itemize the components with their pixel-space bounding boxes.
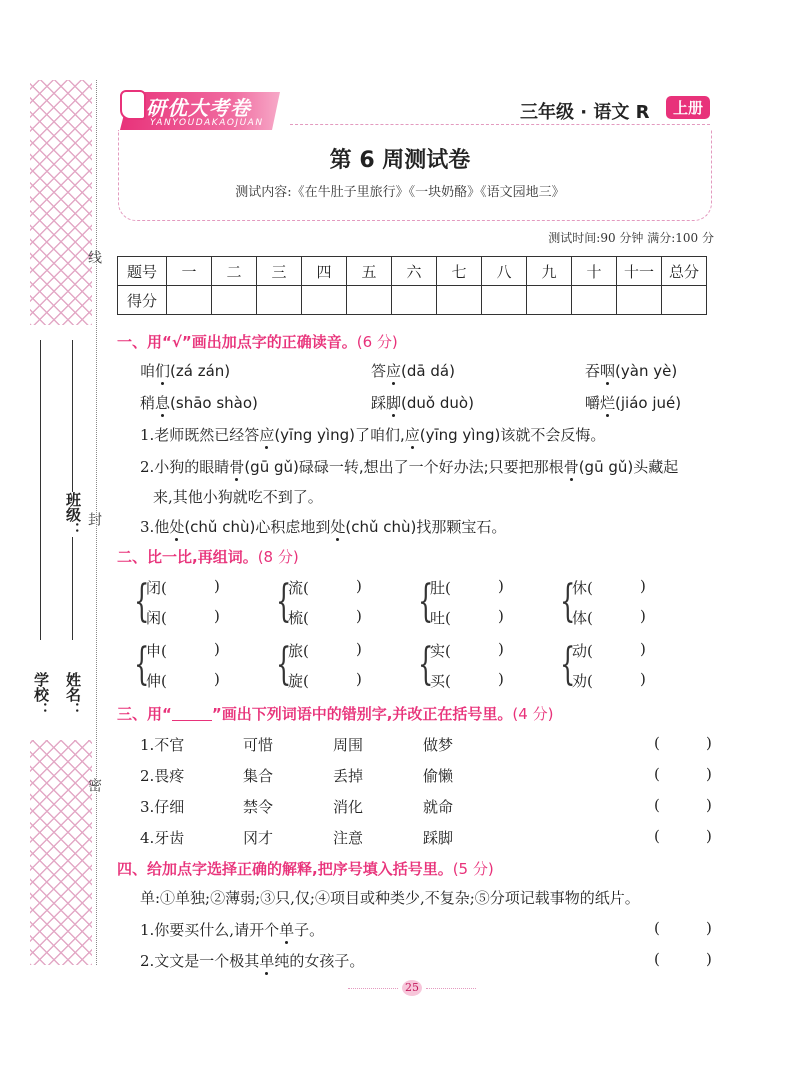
compare-close: ): [356, 640, 362, 658]
typo-word[interactable]: 丢掉: [333, 767, 364, 785]
pinyin-item-1: [140, 360, 230, 381]
sentence-text: (chǔ chù)心积虑地到: [184, 518, 331, 536]
school-underline: [40, 340, 41, 640]
section-4-title: [117, 858, 494, 879]
compare-char: 旋(: [288, 672, 309, 690]
compare-close: ): [640, 607, 646, 625]
score-cell[interactable]: [662, 286, 707, 315]
dotted-char: 息: [155, 394, 171, 412]
score-col: 六: [392, 257, 437, 286]
score-cell[interactable]: [482, 286, 527, 315]
name-label: 姓名：: [64, 672, 82, 717]
score-row-label: 得分: [118, 286, 167, 315]
question-1: [140, 919, 324, 940]
compare-char: 体(: [572, 609, 593, 627]
answer-paren-open: (: [654, 734, 660, 752]
sentence-text: 3.他: [140, 518, 170, 536]
score-cell[interactable]: [167, 286, 212, 315]
score-col: 三: [257, 257, 302, 286]
score-cell[interactable]: [617, 286, 662, 315]
typo-word[interactable]: 偷懒: [423, 767, 454, 785]
underline-blank: [172, 720, 212, 721]
answer-paren-open: (: [654, 950, 660, 968]
section-2-points: (8 分): [257, 548, 299, 566]
pinyin-options: (dā dá): [401, 362, 455, 380]
answer-paren-open: (: [654, 919, 660, 937]
grade-subject: 三年级 · 语文 R: [520, 102, 650, 123]
pinyin-item-6: [585, 392, 681, 413]
pinyin-item-5: [371, 392, 474, 413]
answer-paren-close: ): [706, 734, 712, 752]
dotted-char: 咽: [600, 362, 616, 380]
answer-paren-open: (: [654, 827, 660, 845]
score-col: 二: [212, 257, 257, 286]
score-table-score-row: [118, 286, 707, 315]
answer-paren-close: ): [706, 919, 712, 937]
section-3-title: [117, 703, 553, 724]
sentence-text: 1.老师既然已经答: [140, 426, 260, 444]
pinyin-options: (jiáo jué): [615, 394, 682, 412]
compare-close: ): [356, 577, 362, 595]
question-text: 子。: [294, 921, 325, 939]
brace-icon: {: [276, 576, 292, 627]
compare-close: ): [498, 577, 504, 595]
question-text: 纯的女孩子。: [274, 952, 365, 970]
score-col: 四: [302, 257, 347, 286]
pinyin-options: (shāo shào): [170, 394, 258, 412]
answer-paren-close: ): [706, 950, 712, 968]
binding-pattern-top: [30, 80, 92, 325]
score-col: 九: [527, 257, 572, 286]
sentence-2: [140, 456, 678, 477]
score-cell[interactable]: [527, 286, 572, 315]
answer-paren-open: (: [654, 765, 660, 783]
score-cell[interactable]: [437, 286, 482, 315]
question-text: 2.文文是一个极其: [140, 952, 260, 970]
section-1-title: [117, 331, 398, 352]
question-text: 1.你要买什么,请开个: [140, 921, 280, 939]
pinyin-item-2: [371, 360, 455, 381]
brace-icon: {: [134, 576, 150, 627]
compare-close: ): [356, 607, 362, 625]
dotted-char: 单: [259, 952, 275, 970]
typo-word[interactable]: 踩脚: [423, 829, 454, 847]
question-2: [140, 950, 364, 971]
typo-word[interactable]: 消化: [333, 798, 364, 816]
score-table: [117, 256, 707, 315]
logo-subtitle: YANYOUDAKAOJUAN: [150, 118, 264, 128]
word-char: 咱: [140, 362, 156, 380]
score-cell[interactable]: [572, 286, 617, 315]
score-col: 总分: [662, 257, 707, 286]
sentence-text: (chǔ chù)找那颗宝石。: [345, 518, 507, 536]
typo-word[interactable]: 就命: [423, 798, 454, 816]
paper-title: 第 6 周测试卷: [329, 148, 471, 173]
score-col: 十一: [617, 257, 662, 286]
dotted-char: 应: [404, 426, 420, 444]
compare-close: ): [498, 670, 504, 688]
compare-close: ): [356, 670, 362, 688]
logo-title: 研优大考卷: [146, 96, 251, 120]
answer-paren-close: ): [706, 796, 712, 814]
brace-icon: {: [418, 576, 434, 627]
binding-secret-label: 密: [86, 778, 102, 792]
term-badge: 上册: [666, 96, 710, 119]
answer-paren-close: ): [706, 765, 712, 783]
dotted-char: 应: [386, 362, 402, 380]
compare-char: 闲(: [146, 609, 167, 627]
typo-word[interactable]: 冈才: [243, 829, 274, 847]
pinyin-item-4: [140, 392, 258, 413]
section-2-title-text: 二、比一比,再组词。: [117, 548, 258, 566]
time-and-score: 测试时间:90 分钟 满分:100 分: [548, 231, 714, 245]
compare-char: 流(: [288, 579, 309, 597]
dotted-char: 们: [155, 362, 171, 380]
fist-icon: [120, 90, 146, 120]
typo-word[interactable]: 可惜: [243, 736, 274, 754]
compare-char: 闭(: [146, 579, 167, 597]
brace-icon: {: [560, 576, 576, 627]
footer-rule-right: [426, 988, 476, 989]
sentence-text: 2.小狗的眼睛: [140, 458, 230, 476]
compare-char: 旅(: [288, 642, 309, 660]
section-3-points: (4 分): [512, 705, 554, 723]
sentence-text: (yīng yìng)该就不会反悔。: [419, 426, 606, 444]
compare-char: 买(: [430, 672, 451, 690]
typo-word[interactable]: 做梦: [423, 736, 454, 754]
section-3-title-text: 三、用“: [117, 705, 172, 723]
typo-word[interactable]: 4.牙齿: [140, 829, 185, 847]
typo-word[interactable]: 2.畏疼: [140, 767, 185, 785]
header-rule: [290, 124, 710, 125]
score-cell[interactable]: [347, 286, 392, 315]
dotted-char: 骨: [229, 458, 245, 476]
compare-close: ): [214, 607, 220, 625]
score-header-label: 题号: [118, 257, 167, 286]
definition-list: 单:①单独;②薄弱;③只,仅;④项目或种类少,不复杂;⑤分项记载事物的纸片。: [140, 889, 640, 907]
section-1-title-text: 一、用“√”画出加点字的正确读音。: [117, 333, 357, 351]
school-label: 学校：: [32, 672, 50, 717]
score-cell[interactable]: [212, 286, 257, 315]
section-4-points: (5 分): [452, 860, 494, 878]
score-cell[interactable]: [257, 286, 302, 315]
answer-paren-close: ): [706, 827, 712, 845]
dotted-char: 骨: [563, 458, 579, 476]
word-char: 吞: [585, 362, 601, 380]
answer-paren-open: (: [654, 796, 660, 814]
typo-word[interactable]: 3.仔细: [140, 798, 185, 816]
compare-close: ): [640, 577, 646, 595]
compare-char: 梳(: [288, 609, 309, 627]
sentence-text: (gū gǔ)碌碌一转,想出了一个好办法;只要把那根: [244, 458, 564, 476]
score-col: 一: [167, 257, 212, 286]
pinyin-options: (duǒ duò): [401, 394, 474, 412]
footer-rule-left: [348, 988, 398, 989]
dotted-char: 处: [169, 518, 185, 536]
compare-char: 肚(: [430, 579, 451, 597]
sentence-1: [140, 424, 605, 445]
dotted-char: 处: [330, 518, 346, 536]
dotted-char: 单: [279, 921, 295, 939]
brace-icon: {: [418, 639, 434, 690]
word-char: 踩: [371, 394, 387, 412]
compare-close: ): [214, 577, 220, 595]
compare-close: ): [640, 670, 646, 688]
compare-char: 吐(: [430, 609, 451, 627]
binding-seal-label: 封: [86, 512, 102, 526]
score-col: 七: [437, 257, 482, 286]
compare-close: ): [498, 607, 504, 625]
score-col: 八: [482, 257, 527, 286]
binding-line-label: 线: [86, 250, 102, 264]
pinyin-options: (zá zán): [170, 362, 231, 380]
compare-close: ): [214, 640, 220, 658]
compare-char: 劝(: [572, 672, 593, 690]
sentence-text: (yīng yìng)了咱们,: [274, 426, 405, 444]
class-label: 班级：: [64, 492, 82, 537]
word-char: 答: [371, 362, 387, 380]
typo-word[interactable]: 禁令: [243, 798, 274, 816]
score-table-header-row: [118, 257, 707, 286]
typo-word[interactable]: 注意: [333, 829, 364, 847]
score-cell[interactable]: [302, 286, 347, 315]
section-2-title: [117, 546, 299, 567]
brace-icon: {: [560, 639, 576, 690]
sentence-text: (gū gǔ)头藏起: [578, 458, 679, 476]
compare-char: 休(: [572, 579, 593, 597]
typo-word[interactable]: 集合: [243, 767, 274, 785]
sentence-3: [140, 516, 506, 537]
test-content: 测试内容:《在牛肚子里旅行》《一块奶酪》《语文园地三》: [235, 185, 565, 200]
page-number: 25: [402, 980, 422, 996]
compare-char: 伸(: [146, 672, 167, 690]
typo-word[interactable]: 1.不官: [140, 736, 185, 754]
section-4-title-text: 四、给加点字选择正确的解释,把序号填入括号里。: [117, 860, 453, 878]
brace-icon: {: [134, 639, 150, 690]
word-char: 嚼: [585, 394, 601, 412]
sentence-2-cont: 来,其他小狗就吃不到了。: [153, 488, 323, 506]
brace-icon: {: [276, 639, 292, 690]
compare-char: 实(: [430, 642, 451, 660]
typo-word[interactable]: 周围: [333, 736, 364, 754]
name-underline: [72, 340, 73, 640]
pinyin-options: (yàn yè): [615, 362, 678, 380]
compare-char: 申(: [146, 642, 167, 660]
score-col: 五: [347, 257, 392, 286]
word-char: 稍: [140, 394, 156, 412]
dotted-char: 应: [259, 426, 275, 444]
compare-char: 动(: [572, 642, 593, 660]
compare-close: ): [498, 640, 504, 658]
score-col: 十: [572, 257, 617, 286]
section-3-title-text: ”画出下列词语中的错别字,并改正在括号里。: [211, 705, 513, 723]
section-1-points: (6 分): [356, 333, 398, 351]
compare-close: ): [640, 640, 646, 658]
dotted-char: 脚: [386, 394, 402, 412]
binding-pattern-bottom: [30, 740, 92, 965]
pinyin-item-3: [585, 360, 677, 381]
dotted-char: 烂: [600, 394, 616, 412]
score-cell[interactable]: [392, 286, 437, 315]
compare-close: ): [214, 670, 220, 688]
